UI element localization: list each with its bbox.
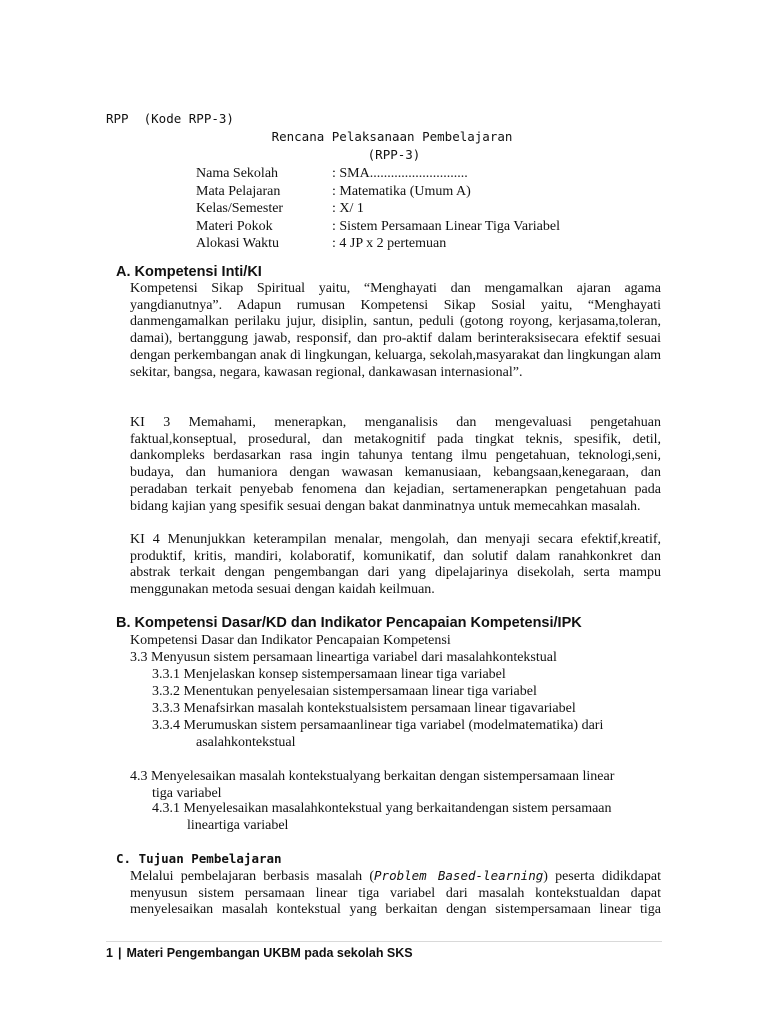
ipk-4-3-1: 4.3.1 Menyelesaikan masalahkontekstual yang berkaitandengan sistem persamaan xyxy=(152,801,612,816)
identity-value: : SMA............................ xyxy=(332,166,468,181)
kd-4-3-continuation: tiga variabel xyxy=(152,786,222,801)
ipk-4-3-1-continuation: lineartiga variabel xyxy=(187,818,289,833)
identity-label: Mata Pelajaran xyxy=(196,183,281,199)
identity-label: Nama Sekolah xyxy=(196,166,279,181)
section-b-subheading: Kompetensi Dasar dan Indikator Pencapaian Kompetensi xyxy=(130,633,451,648)
identity-table xyxy=(196,165,560,253)
identity-row-time xyxy=(196,235,560,253)
objective-italic-term: Problem Based-learning xyxy=(374,868,544,883)
identity-value: : Sistem Persamaan Linear Tiga Variabel xyxy=(332,218,560,234)
kd-4-3: 4.3 Menyelesaikan masalah kontekstualyang berkaitan dengan sistempersamaan linear xyxy=(130,769,615,784)
kd-3-3: 3.3 Menyusun sistem persamaan lineartiga variabel dari masalahkontekstual xyxy=(130,650,557,665)
identity-label: Materi Pokok xyxy=(196,218,273,234)
ipk-3-3-2: 3.3.2 Menentukan penyelesaian sistempersamaan linear tiga variabel xyxy=(152,684,537,699)
ipk-3-3-4: 3.3.4 Merumuskan sistem persamaanlinear tiga variabel (modelmatematika) dari xyxy=(152,718,604,733)
identity-row-school xyxy=(196,165,560,183)
ipk-3-3-1: 3.3.1 Menjelaskan konsep sistempersamaan linear tiga variabel xyxy=(152,667,506,682)
document-code: RPP (Kode RPP-3) xyxy=(106,111,234,126)
section-c-heading: C. Tujuan Pembelajaran xyxy=(116,851,282,866)
objective-text-end: ) peserta didikdapat menyusun sistem persamaan linear tiga variabel dari masalah kontekstualdan dapat menyelesaikan masalah kontekstual yang berkaitan dengan sistempersamaan linear tiga xyxy=(130,869,661,918)
identity-row-subject xyxy=(196,183,560,201)
footer-text: Materi Pengembangan UKBM pada sekolah SKS xyxy=(126,946,413,960)
page-footer xyxy=(106,946,413,960)
section-a-ki3: KI 3 Memahami, menerapkan, menganalisis dan mengevaluasi pengetahuan faktual,konseptual, prosedural, dan metakognitif pada tingkat teknis, spesifik, detil, dankompleks berdasarkan rasa ingin tahunya tentang ilmu pengetahuan, teknologi,seni, budaya, dan humaniora dengan wawasan kemanusiaan, kebangsaan,kenegaraan, dan peradaban terkait penyebab fenomena dan kejadian, sertamenerapkan pengetahuan pada bidang kajian yang spesifik sesuai dengan bakat danminatnya untuk memecahkan masalah. xyxy=(130,415,661,514)
identity-label: Alokasi Waktu xyxy=(196,236,279,251)
identity-label: Kelas/Semester xyxy=(196,201,284,216)
identity-row-topic xyxy=(196,218,560,236)
section-a-core-attitude: Kompetensi Sikap Spiritual yaitu, “Menghayati dan mengamalkan ajaran agama yangdianutnya”. Adapun rumusan Kompetensi Sikap Sosial yaitu, “Menghayati danmengamalkan perilaku jujur, disiplin, santun, peduli (gotong royong, kerjasama,toleran, damai), bertanggung jawab, responsif, dan pro-aktif dalam berinteraksisecara efektif sesuai dengan perkembangan anak di lingkungan, keluarga, sekolah,masyarakat dan lingkungan alam sekitar, bangsa, negara, kawasan regional, dankawasan internasional”. xyxy=(130,281,661,380)
footer-separator: | xyxy=(117,946,122,960)
objective-text-start: Melalui pembelajaran berbasis masalah ( xyxy=(130,869,375,884)
identity-value: : Matematika (Umum A) xyxy=(332,183,471,199)
identity-value: : X/ 1 xyxy=(332,201,364,216)
section-b-heading: B. Kompetensi Dasar/KD dan Indikator Pencapaian Kompetensi/IPK xyxy=(116,615,582,631)
page-number: 1 xyxy=(106,946,113,960)
ipk-3-3-4-continuation: asalahkontekstual xyxy=(196,735,296,750)
identity-value: : 4 JP x 2 pertemuan xyxy=(332,236,447,251)
section-a-heading: A. Kompetensi Inti/KI xyxy=(116,264,262,280)
section-c-objective xyxy=(130,868,661,919)
identity-row-class xyxy=(196,200,560,218)
footer-divider xyxy=(106,941,662,942)
document-subtitle: (RPP-3) xyxy=(367,147,421,162)
section-a-ki4: KI 4 Menunjukkan keterampilan menalar, mengolah, dan menyaji secara efektif,kreatif, produktif, kritis, mandiri, kolaboratif, komunikatif, dan solutif dalam ranahkonkret dan abstrak terkait dengan pengembangan dari yang dipelajarinya disekolah, serta mampu menggunakan metoda sesuai dengan kaidah keilmuan. xyxy=(130,532,661,598)
ipk-3-3-3: 3.3.3 Menafsirkan masalah kontekstualsistem persamaan linear tigavariabel xyxy=(152,701,576,716)
document-title: Rencana Pelaksanaan Pembelajaran xyxy=(271,129,513,144)
